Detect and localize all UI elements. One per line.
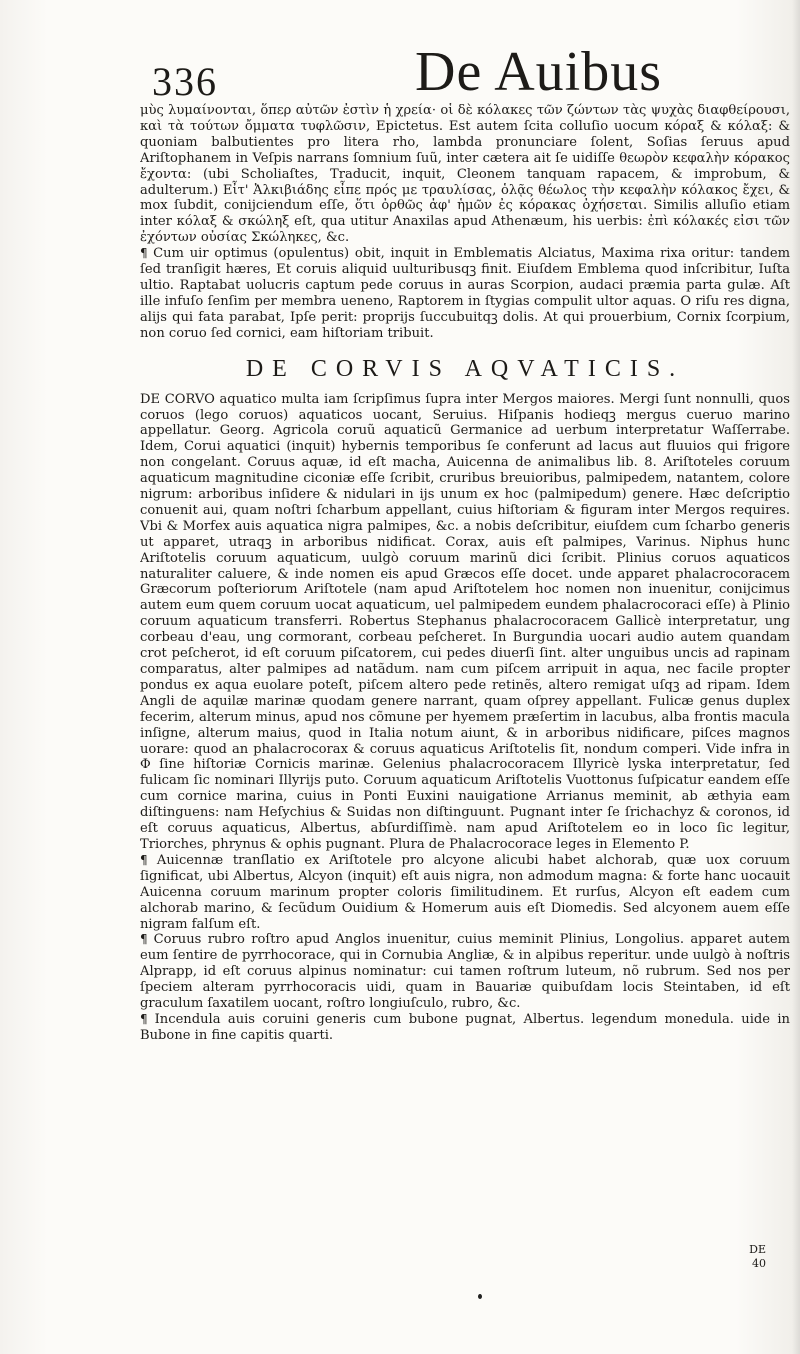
pilcrow-icon: ¶ [140,932,154,947]
running-head: De Auibus [415,41,662,103]
ink-dot [478,1294,482,1299]
signature-mark: 40 [752,1257,766,1270]
section-heading: DE CORVIS AQVATICIS. [245,355,685,382]
paragraph-5 [140,932,790,1012]
paragraph-6-text: Incendula auis coruini generis cum bubone pugnat, Albertus. legendum monedula. uide in Bubone in fine capitis quarti. [140,1011,790,1043]
paragraph-4-text: Auicennæ tranſlatio ex Ariſtotele pro alcyone alicubi habet alchorab, quæ uox coruum ſignificat, ubi Albertus, Alcyon (inquit) eſt auis nigra, non admodum magna: & forte hanc uocauit Auicenna coruum marinum propter coloris ſimilitudinem. Et rurſus, Alcyon eſt eadem cum alchorab marino, & ſecũdum Ouidium & Homerum auis eſt Diomedis. Sed alcyonem auem eſſe nigram falſum eſt. [140,852,790,932]
paragraph-1: μὺς λυμαίνονται, ὅπερ αὐτῶν ἐστὶν ἡ χρεία· οἱ δὲ κόλακες τῶν ζώντων τὰς ψυχὰς διαφθείρουσι, καὶ τὰ τούτων ὄμματα τυφλῶσιν, Epictetus. Est autem ſcita colluſio uocum κόραξ & κόλαξ: & quoniam balbutientes pro litera rho, lambda pronunciare ſolent, Soſias ſeruus apud Ariſtophanem in Veſpis narrans ſomnium ſuũ, inter cætera ait ſe uidiſſe θεωρὸν κεφαλὴν κόρακος ἔχοντα: (ubi Scholiaſtes, Traducit, inquit, Cleonem tanquam rapacem, & improbum, & adulterum.) Εἶτ' Ἀλκιβιάδης εἶπε πρός με τραυλίσας, ὁλᾷς θέωλος τὴν κεφαλὴν κόλακος ἔχει, & mox ſubdit, conijciendum eſſe, ὅτι ὀρθῶς ἀφ' ἡμῶν ἐς κόρακας ὀχήσεται. Similis alluſio etiam inter κόλαξ & σκώληξ eſt, qua utitur Anaxilas apud Athenæum, his uerbis: ἐπὶ κόλακές εἰσι τῶν ἐχόντων οὐσίας Σκώληκες, &c. [140,103,790,246]
pilcrow-icon: ¶ [140,246,154,261]
page-number: 336 [152,59,218,104]
paragraph-2-text: Cum uir optimus (opulentus) obit, inquit in Emblematis Alciatus, Maxima rixa oritur: tandem ſed tranſigit hæres, Et coruis aliquid uulturibusqꝫ finit. Eiuſdem Emblema quod inſcribitur, Iuſta ultio. Raptabat uolucris captum pede coruus in auras Scorpion, audaci præmia parta gulæ. Aſt ille infuſo ſenſim per membra ueneno, Raptorem in ſtygias compulit ultor aquas. O riſu res digna, alijs qui fata parabat, Ipſe perit: proprijs ſuccubuitqꝫ dolis. At qui prouerbium, Cornix ſcorpium, non coruo ſed cornici, eam hiſtoriam tribuit. [140,246,790,341]
paragraph-6 [140,1012,790,1044]
pilcrow-icon: ¶ [140,1011,155,1026]
paragraph-3: DE CORVO aquatico multa iam ſcripſimus ſupra inter Mergos maiores. Mergi ſunt nonnulli, quos coruos (lego coruos) aquaticos uocant, Seruius. Hiſpanis hodieqꝫ mergus cueruo marino appellatur. Georg. Agricola coruũ aquaticũ Germanice ad uerbum interpretatur Waſſerrabe. Idem, Corui aquatici (inquit) hybernis temporibus ſe conferunt ad lacus aut fluuios qui frigore non congelant. Coruus aquæ, id eſt macha, Auicenna de animalibus lib. 8. Ariſtoteles coruum aquaticum magnitudine ciconiæ eſſe ſcribit, cruribus breuioribus, palmipedem, natantem, colore nigrum: arboribus inſidere & nidulari in ijs unum ex hoc (palmipedum) genere. Hæc deſcriptio conuenit aui, quam noſtri ſcharbum appellant, cuius hiſtoriam & figuram inter Mergos requires. Vbi & Morfex auis aquatica nigra palmipes, &c. a nobis deſcribitur, eiuſdem cum ſcharbo generis ut apparet, utraqꝫ in arboribus nidificat. Corax, auis eſt palmipes, Varinus. Niphus hunc Ariſtotelis coruum aquaticum, uulgò coruum marinũ dici ſcribit. Plinius coruos aquaticos naturaliter caluere, & inde nomen eis apud Græcos eſſe docet. unde apparet phalacrocoracem Græcorum poſteriorum Ariſtotele (nam apud Ariſtotelem hoc nomen non inuenitur, conijcimus autem eum quem coruum uocat aquaticum, uel palmipedem eundem phalacrocoraci eſſe) à Plinio coruum aquaticum transferri. Robertus Stephanus phalacrocoracem Gallicè interpretatur, ung corbeau d'eau, ung cormorant, corbeau peſcheret. In Burgundia uocari audio autem quandam crot peſcherot, id eſt coruum piſcatorem, cui pedes diuerſi ſint. alter unguibus uncis ad rapinam comparatus, alter palmipes ad natãdum. nam cum piſcem arripuit in aqua, nec facile propter pondus ex aqua euolare poteſt, piſcem altero pede retinẽs, altero remigat uſqꝫ ad ripam. Idem Angli de aquilæ marinæ quodam genere narrant, quam oſprey appellant. Fulicæ genus duplex fecerim, alterum minus, apud nos cõmune per hyemem præſertim in lacubus, alba frontis macula inſigne, alterum maius, quod in Italia notum aiunt, & in arboribus nidificare, piſces magnos uorare: quod an phalacrocorax & coruus aquaticus Ariſtotelis ſit, nondum comperi. Vide infra in Φ ſine hiſtoriæ Cornicis marinæ. Gelenius phalacrocoracem Illyricè lyska interpretatur, ſed fulicam ſic nominari Illyrijs puto. Coruum aquaticum Ariſtotelis Vuottonus ſuſpicatur eandem eſſe cum cornice marina, cuius in Ponti Euxini nauigatione Arrianus meminit, ab æthyia eam diſtinguens: nam Heſychius & Suidas non diſtinguunt. Pugnant inter ſe ſrichachyz & coronos, id eſt coruus aquaticus, Albertus, abſurdiſſimè. nam apud Ariſtotelem eo in loco ſic legitur, Triorches, phrynus & ophis pugnant. Plura de Phalacrocorace leges in Elemento P. [140,391,790,852]
pilcrow-icon: ¶ [140,852,157,867]
page-body [140,103,790,1243]
paragraph-4 [140,853,790,933]
page-header [0,40,800,104]
catchword-text: DE [749,1243,766,1256]
catchword [749,1243,766,1271]
paragraph-2 [140,246,790,341]
page-edge-shadow [792,0,800,1354]
paragraph-5-text: Coruus rubro roſtro apud Anglos inuenitur, cuius meminit Plinius, Longolius. apparet autem eum ſentire de pyrrhocorace, qui in Cornubia Angliæ, & in alpibus reperitur. unde uulgò à noſtris Alprapp, id eſt coruus alpinus nominatur: cui tamen roſtrum luteum, nõ rubrum. Sed nos per ſpeciem alteram pyrrhocoracis uidi, quam in Bauariæ quibuſdam locis Steintaben, id eſt graculum ſaxatilem uocant, roſtro longiuſculo, rubro, &c. [140,932,790,1012]
